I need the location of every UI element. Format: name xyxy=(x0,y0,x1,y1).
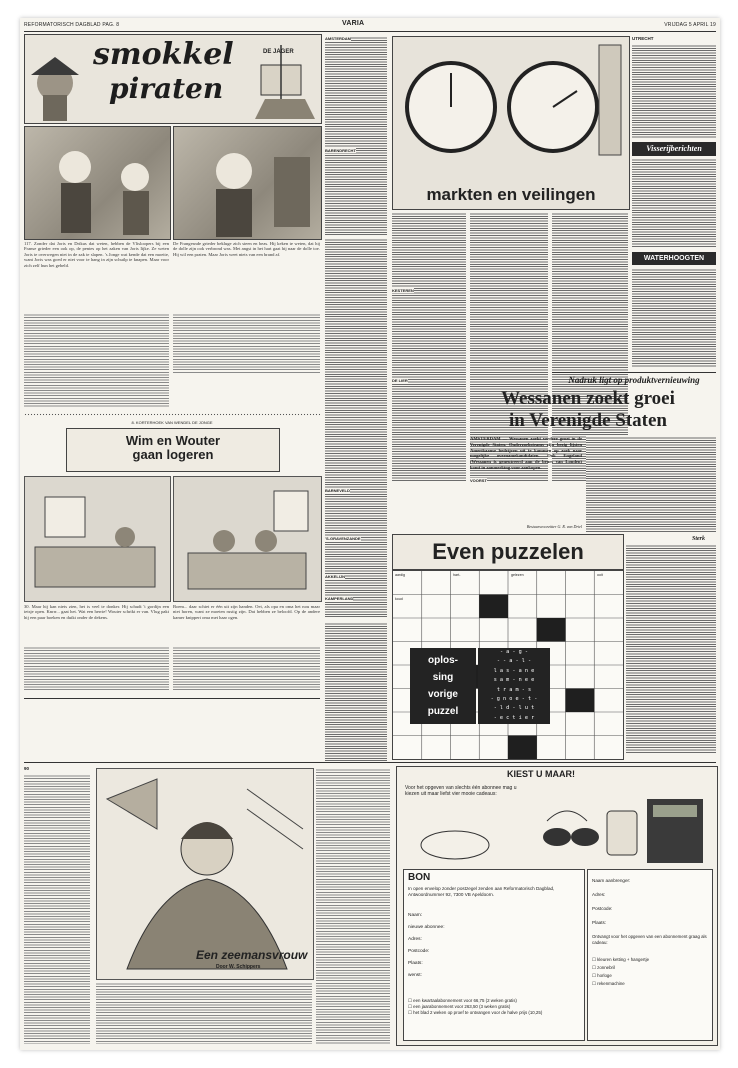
smokkel-text-cont-left xyxy=(24,313,169,408)
bon-option-quarter[interactable]: ☐ een kwartaalabonnement voor 66,75 (2 weken gratis) xyxy=(408,998,517,1003)
zeeman-col-1 xyxy=(24,774,90,1044)
market-subhead-kamperland: KAMPERLAND xyxy=(325,596,354,601)
bon-field-wants: wenst: xyxy=(408,973,422,978)
market-subhead-amsterdam: AMSTERDAM xyxy=(325,36,351,41)
market-title: markten en veilingen xyxy=(426,185,596,204)
puzzle-solution-grid xyxy=(478,648,550,724)
wim-text-cont-right xyxy=(173,646,320,692)
market-subhead-delier: DE LIER xyxy=(392,378,408,383)
wim-text-right: Boem... daar schiet er één uit zijn handen. Oei, als opa en oma het nou maar niet horen, want ze moeten rustig zijn. Dat hebben ze beloofd. Op de andere kamer knippert oma met haar ogen. xyxy=(173,604,320,620)
scale-illustration xyxy=(393,37,629,187)
zeeman-byline: Door W. Schippers xyxy=(216,964,261,970)
lower-rule xyxy=(24,762,716,763)
zeeman-title: Een zeemansvrouw xyxy=(196,948,308,962)
bon-field-referrer-postcode[interactable]: Postcode: xyxy=(592,906,613,911)
bon-gift-intro: Ontvangt voor het opgeven van een abonnement graag als cadeau: xyxy=(592,934,707,945)
smokkel-banner xyxy=(24,34,322,124)
market-subhead-kesteren: KESTEREN xyxy=(392,288,414,293)
solution-row-3: l a s - a n e xyxy=(493,667,535,674)
bedroom-scene-left xyxy=(25,477,170,601)
bon-field-referrer-city[interactable]: Plaats: xyxy=(592,920,607,925)
solution-row-8: - e c t i e r xyxy=(493,714,535,721)
pirate-scene-right xyxy=(174,127,321,239)
solution-row-7: - l d - l u t xyxy=(493,705,535,712)
wim-bottom-rule xyxy=(24,698,320,699)
gift-option-watch[interactable]: ☐ horloge xyxy=(592,973,612,978)
solution-label-1: oplos- xyxy=(428,655,458,666)
zeeman-number: 90 xyxy=(24,766,30,771)
wessanen-title-1: Wessanen zoekt groei xyxy=(501,388,675,409)
smokkel-panel-left xyxy=(24,126,171,240)
gift-calculator-label: rekenmachine xyxy=(597,981,625,986)
bon-form-right xyxy=(587,869,713,1041)
waterhoogten-text xyxy=(632,268,716,368)
wessanen-subhead: Sterk xyxy=(692,536,706,542)
bon-options xyxy=(408,998,580,1016)
market-subhead-voorst: VOORST xyxy=(470,478,487,483)
market-subhead-sgravenzande: 'S-GRAVENZANDE xyxy=(325,536,361,541)
bon-field-name[interactable]: Naam: xyxy=(408,913,423,918)
wessanen-byline: Bestuursvoorzitter G. R. van Driel xyxy=(526,524,582,529)
gift-necklace-label: kleuren ketting + hangertje xyxy=(597,957,650,962)
gifts-illustration xyxy=(397,781,717,867)
solution-row-4: s a m - n e e xyxy=(493,677,535,684)
wessanen-rule xyxy=(552,372,716,373)
wim-subtitle: 8. KORTERHOEK VAN WENDEL DE JONGE xyxy=(131,420,213,425)
gift-option-calculator[interactable]: ☐ rekenmachine xyxy=(592,981,625,986)
puzzle-clue-2: hart- xyxy=(453,573,461,577)
bon-field-address[interactable]: Adres: xyxy=(408,937,422,942)
bon-option-trial[interactable]: ☐ het blad 2 weken op proef te ontvangen voor de halve prijs (10,25) xyxy=(408,1010,543,1015)
wim-text-cont-left xyxy=(24,646,169,692)
smokkel-text-left: 117. Zonder dat Joris en Drikus dat weten, hebben de Vlisloopers bij een Franse grieder een ook op, de pentes op het zaken van Joris Iijke. Ze weten Joris te overwegen niet in de zak te slapen. 's Jonge wat kende dat een moeite, want Joris was goed er niet voor te hang in zijn schuilp te knapen. Maar voor zich zelf hun het gebeld. xyxy=(24,241,169,268)
smokkel-side-label: DE JAGER xyxy=(263,49,294,55)
wessanen-lead: AMSTERDAM — Wessanen zoekt verdere groei in de Verenigde Staten. Onderzoeksteams zijn bezig lijsten Amerikaanse bedrijven uit te kammen op zoek naar mogelijke overnamekandidaten. Ook Engeland (Wessanen is geneutreerd aan de beurs van Londen) komt in aanmerking voor aankopen. xyxy=(470,436,582,470)
bon-option-trial-label: het blad 2 weken op proef te ontvangen voor de halve prijs (10,25) xyxy=(413,1010,543,1015)
wim-title-2: gaan logeren xyxy=(132,447,214,462)
smokkel-text-cont-right xyxy=(173,313,320,373)
solution-label-2: sing xyxy=(432,672,454,683)
bon-gifts xyxy=(592,956,708,988)
wessanen-col-2 xyxy=(626,544,716,754)
visserij-text xyxy=(632,158,716,248)
wessanen-kicker: Nadruk ligt op produktvernieuwing xyxy=(568,375,700,385)
bon-title: BON xyxy=(408,872,431,883)
utrecht-text xyxy=(632,44,716,138)
gift-watch-label: horloge xyxy=(597,973,612,978)
newspaper-page xyxy=(20,18,720,1050)
gift-sunglasses-label: zonnebril xyxy=(597,965,615,970)
waterhoogten-banner: WATERHOOGTEN xyxy=(632,252,716,265)
bon-option-year-label: een jaarabonnement voor 263,50 (3 weken gratis) xyxy=(413,1004,511,1009)
bon-field-new-subscriber[interactable]: nieuwe abonnee: xyxy=(408,925,445,930)
puzzle-clue-5: koud xyxy=(395,597,403,601)
header-center: VARIA xyxy=(342,20,365,27)
wim-banner xyxy=(66,428,280,472)
bon-field-referrer-address[interactable]: Adres: xyxy=(592,892,606,897)
bedroom-scene-right xyxy=(174,477,321,601)
puzzle-clue-1: aardig xyxy=(395,573,405,577)
solution-row-5: t r a m - s xyxy=(496,686,532,693)
solution-row-1: - a - g - xyxy=(499,649,529,655)
wim-title-1: Wim en Wouter xyxy=(125,433,221,448)
pirate-scene-left xyxy=(25,127,170,239)
kiest-ad xyxy=(396,766,718,1046)
gift-option-sunglasses[interactable]: ☐ zonnebril xyxy=(592,965,615,970)
utrecht-head: UTRECHT xyxy=(632,36,654,41)
header-right: VRIJDAG 5 APRIL 19 xyxy=(664,22,716,28)
wim-panel-left xyxy=(24,476,171,602)
market-col-1-end xyxy=(325,622,387,762)
smokkel-text-right: De Frangesnde grieder bekluge zich steen en beas. Hij keken te weten, dat hij de dolle zijn ook verbrond was. Met angst in het hart gaat hij naar de dolle toe. Hij wil een praten. Maar Joris weet niets van een brand af. xyxy=(173,241,320,257)
bon-form xyxy=(403,869,585,1041)
bon-fields-right xyxy=(592,874,708,930)
header-rule xyxy=(24,31,716,32)
kiest-title: KIEST U MAAR! xyxy=(507,769,575,779)
zeeman-col-right xyxy=(316,768,390,1044)
puzzle-clue-3: gelezen xyxy=(511,573,524,577)
header-left: REFORMATORISCH DAGBLAD PAG. 8 xyxy=(24,22,120,28)
solution-label-4: puzzel xyxy=(427,706,459,717)
puzzle-clue-4: ooit xyxy=(597,573,603,577)
market-col-2 xyxy=(392,212,466,482)
smokkel-title-1: smokkel xyxy=(93,37,234,72)
bon-field-postcode[interactable]: Postcode: xyxy=(408,949,430,954)
wessanen-col-1 xyxy=(586,436,716,532)
market-subhead-barneveld: BARNEVELD xyxy=(325,488,350,493)
wim-divider xyxy=(24,413,320,416)
puzzle-solution-label xyxy=(410,648,476,724)
smokkel-panel-right xyxy=(173,126,322,240)
market-col-1-bottom xyxy=(325,238,387,618)
smokkel-title-2: piraten xyxy=(109,72,224,105)
bon-field-referrer[interactable]: Naam aanbrenger: xyxy=(592,878,631,883)
market-col-1-top xyxy=(325,36,387,236)
gift-option-necklace[interactable]: ☐ kleuren ketting + hangertje xyxy=(592,957,650,962)
bon-option-year[interactable]: ☐ een jaarabonnement voor 263,50 (3 weken gratis) xyxy=(408,1004,511,1009)
bon-field-city[interactable]: Plaats: xyxy=(408,961,423,966)
kiest-intro: Voor het opgeven van slechts één abonnee mag u kiezen uit maar liefst vier mooie cadeaus: xyxy=(405,785,517,797)
solution-row-6: - g n o e - t - xyxy=(490,696,538,703)
market-banner xyxy=(392,36,630,210)
solution-row-2: - - a - l - xyxy=(496,658,532,665)
market-subhead-barendrecht: BARENDRECHT xyxy=(325,148,356,153)
bon-option-quarter-label: een kwartaalabonnement voor 66,75 (2 weken gratis) xyxy=(413,998,517,1003)
solution-label-3: vorige xyxy=(427,689,458,700)
visserij-banner: Visserijberichten xyxy=(632,142,716,156)
wessanen-title-2: in Verenigde Staten xyxy=(508,410,667,431)
market-subhead-akkelijn: AKKELIJN xyxy=(325,574,346,579)
puzzle-title: Even puzzelen xyxy=(392,534,624,570)
zeeman-text-bottom xyxy=(96,982,312,1044)
wim-text-left: 30. Maar hij kan niets zien, het is veel te donker. Hij schudt 't gordijn een ietsje open. Knrrr... gaat het. Wat een herrie! Wouter schrikt er van. Vlug pakt hij een paar boeken en duikt onder de dekens. xyxy=(24,604,169,620)
bon-text: In open envelop zonder postzegel zenden aan Reformatorisch Dagblad, Antwoordnummer 92, 7300 VB Apeldoorn. xyxy=(408,886,555,897)
bon-fields-left xyxy=(408,910,445,982)
wim-panel-right xyxy=(173,476,322,602)
